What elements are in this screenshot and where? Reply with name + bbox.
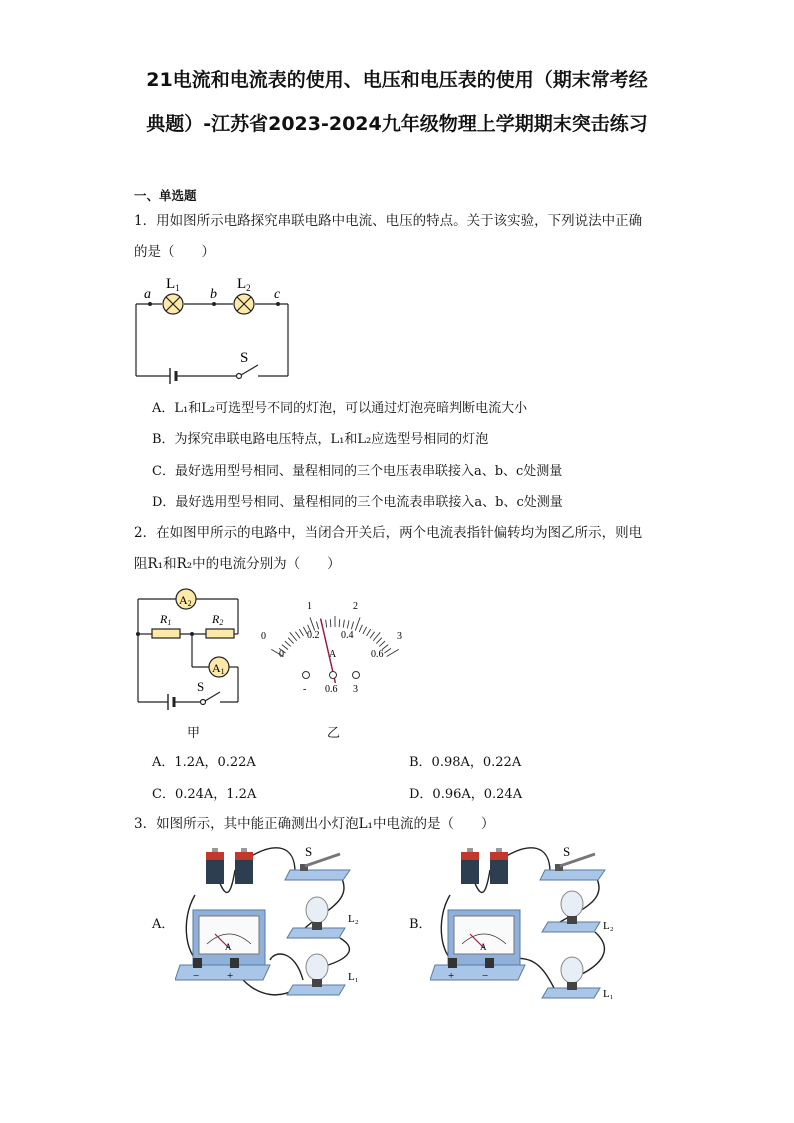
q3-stem: 3．如图所示，其中能正确测出小灯泡L₁中电流的是（ ） [134, 816, 495, 832]
scale-bottom-06: 0.6 [371, 649, 384, 660]
battery-right-b [490, 848, 508, 884]
node-b-label: b [210, 287, 217, 302]
lamp-L1-b [542, 957, 600, 998]
resistor-R2-label: R2 [212, 612, 224, 627]
meter-tick [326, 620, 327, 628]
meter-tick [310, 617, 315, 630]
lamp-L2-label: $L_2$ [237, 276, 251, 293]
figure-yi-caption: 乙 [327, 726, 341, 741]
meter-tick [376, 638, 382, 644]
meter-tick [367, 629, 371, 636]
battery-left-b [461, 848, 479, 884]
battery-left [206, 848, 224, 884]
figure-jia-caption: 甲 [187, 726, 201, 741]
meter-tick [295, 632, 300, 639]
q3-option-a[interactable]: A． [152, 917, 175, 932]
q2-stem-line2: 阻R₁和R₂中的电流分别为（ ） [134, 556, 341, 572]
meter-tick [355, 617, 360, 630]
meter-tick [373, 632, 380, 640]
scale-top-3: 3 [397, 631, 402, 642]
meter-tick [384, 648, 391, 653]
q2-option-b[interactable]: B．0.98A，0.22A [409, 755, 522, 770]
page-title-line2: 典题）-江苏省2023-2024九年级物理上学期期末突击练习 [146, 113, 648, 135]
switch-S-label-fig-a: S [305, 844, 313, 859]
lamp-L2-label-fig-a: L₂ [348, 913, 359, 925]
meter-tick [379, 641, 385, 646]
q2-circuit-jia [130, 585, 250, 710]
page-title-line1: 21电流和电流表的使用、电压和电压表的使用（期末常考经 [146, 69, 648, 91]
ammeter-box-b [430, 910, 525, 980]
resistor-R1-label: R1 [160, 612, 172, 627]
meter-tick [299, 629, 303, 636]
lamp-L2-label-fig-b: L₂ [603, 920, 614, 932]
q1-circuit-diagram [128, 268, 298, 384]
meter-tick [370, 632, 375, 639]
meter-tick [347, 620, 349, 628]
meter-tick [288, 638, 294, 644]
ammeter-plus-fig-a: + [227, 970, 234, 982]
q2-option-c[interactable]: C．0.24A，1.2A [152, 787, 257, 802]
q2-option-a[interactable]: A．1.2A，0.22A [152, 755, 256, 770]
switch-S-label-q2: S [197, 679, 205, 694]
terminal-3: 3 [353, 684, 358, 695]
q3-figure-a [175, 840, 375, 1010]
q3-option-b[interactable]: B． [409, 917, 432, 932]
scale-bottom-02: 0.2 [307, 630, 320, 641]
switch-S-label-fig-b: S [563, 844, 571, 859]
lamp-L1 [287, 954, 345, 995]
meter-tick [351, 622, 353, 630]
ammeter-A2-label: A2 [179, 593, 192, 608]
scale-bottom-0: 0 [279, 649, 284, 660]
section-heading: 一、单选题 [134, 188, 197, 203]
lamp-L1-label-fig-b: L₁ [603, 988, 614, 1000]
q1-option-a[interactable]: A．L₁和L₂可选型号不同的灯泡，可以通过灯泡亮暗判断电流大小 [152, 401, 528, 416]
q2-option-d[interactable]: D．0.96A，0.24A [409, 787, 523, 802]
ammeter-plus-fig-b: + [448, 970, 455, 982]
q1-option-b[interactable]: B．为探究串联电路电压特点，L₁和L₂应选型号相同的灯泡 [152, 432, 489, 447]
node-c-label: c [274, 287, 281, 302]
meter-tick [316, 622, 318, 630]
terminal-06: 0.6 [325, 684, 338, 695]
node-a-label: a [144, 287, 151, 302]
scale-top-0: 0 [261, 631, 266, 642]
q2-stem-line1: 2．在如图甲所示的电路中，当闭合开关后，两个电流表指针偏转均为图乙所示，则电 [134, 525, 643, 541]
meter-tick [285, 641, 291, 646]
scale-top-2: 2 [353, 601, 358, 612]
battery-right [235, 848, 253, 884]
q1-option-d[interactable]: D．最好选用型号相同、量程相同的三个电流表串联接入a、b、c处测量 [152, 495, 563, 510]
lamp-L1-label: $L_1$ [166, 276, 180, 293]
scale-bottom-04: 0.4 [341, 630, 354, 641]
q3-figure-b [430, 840, 630, 1010]
terminal-minus: - [303, 684, 307, 695]
q1-stem-line1: 1．用如图所示电路探究串联电路中电流、电压的特点。关于该实验，下列说法中正确 [134, 213, 643, 229]
lamp-L1-label-fig-a: L₁ [348, 971, 359, 983]
meter-tick [359, 625, 362, 632]
q1-stem-line2: 的是（ ） [134, 244, 215, 260]
lamp-L2-b [542, 891, 600, 932]
meter-tick [363, 627, 367, 634]
ammeter-A-label-fig-b: A [480, 942, 487, 952]
switch-S-label: S [240, 350, 249, 366]
q1-option-c[interactable]: C．最好选用型号相同、量程相同的三个电压表串联接入a、b、c处测量 [152, 464, 563, 479]
meter-tick [343, 620, 344, 628]
ammeter-box [175, 910, 270, 980]
meter-tick [290, 632, 297, 640]
meter-unit-A: A [329, 649, 337, 660]
ammeter-minus-fig-b: − [482, 970, 489, 982]
ammeter-minus-fig-a: − [193, 970, 200, 982]
ammeter-A1-label: A1 [212, 661, 225, 676]
q2-ammeter-dial-yi [255, 595, 415, 700]
ammeter-A-label-fig-a: A [225, 942, 232, 952]
scale-top-1: 1 [307, 601, 312, 612]
meter-tick [330, 619, 331, 627]
meter-tick [339, 619, 340, 627]
